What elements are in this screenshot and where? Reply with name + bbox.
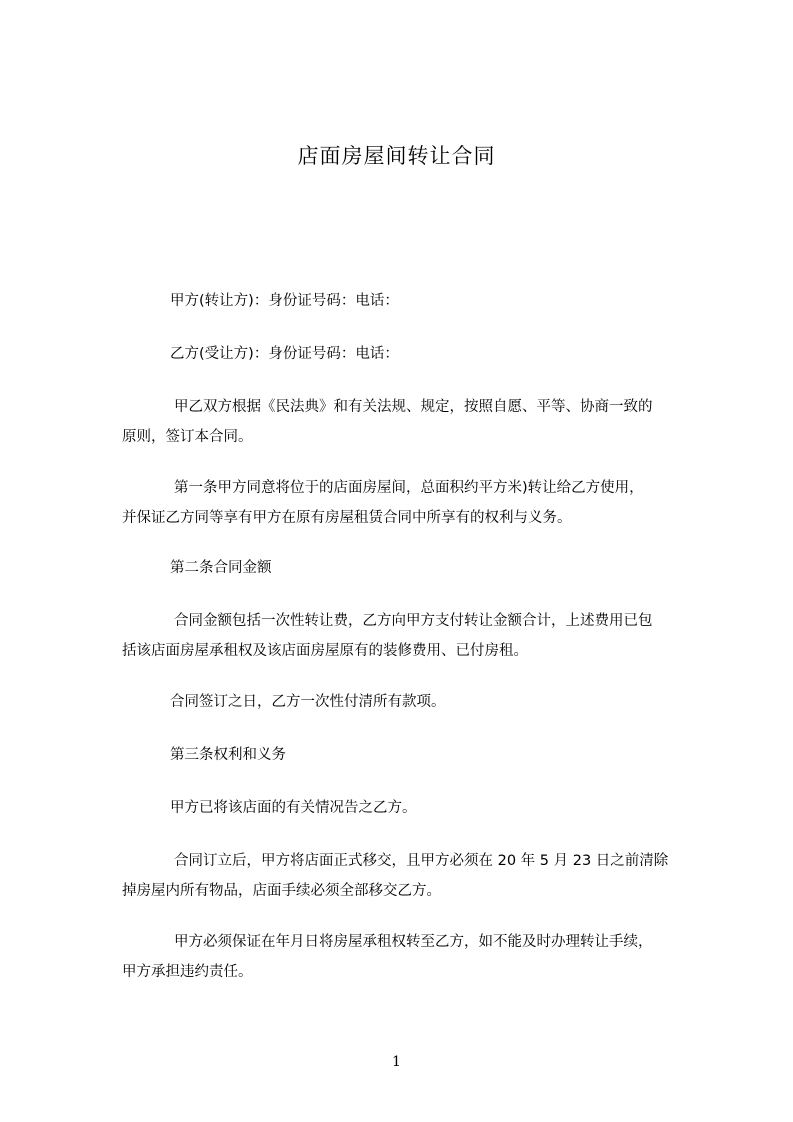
party-b-line <box>122 339 760 369</box>
lease-transfer-paragraph <box>122 927 712 987</box>
handover-paragraph <box>122 846 712 906</box>
paragraph-line: 甲方(转让方)：身份证号码：电话： <box>170 293 399 309</box>
paragraph-line: 甲方必须保证在年月日将房屋承租权转至乙方，如不能及时办理转让手续， <box>174 934 653 950</box>
preamble-paragraph <box>122 392 712 452</box>
paragraph-line: 第二条合同金额 <box>170 560 272 576</box>
paragraph-line: 掉房屋内所有物品，店面手续必须全部移交乙方。 <box>122 883 441 899</box>
paragraph-line: 甲乙双方根据《民法典》和有关法规、规定，按照自愿、平等、协商一致的 <box>174 399 653 415</box>
article-3-heading <box>122 740 760 770</box>
paragraph-line: 第一条甲方同意将位于的店面房屋间，总面积约平方米)转让给乙方使用， <box>174 480 644 496</box>
article-1-paragraph <box>122 473 712 533</box>
paragraph-line: 合同金额包括一次性转让费，乙方向甲方支付转让金额合计，上述费用已包 <box>174 613 653 629</box>
contract-amount-paragraph <box>122 606 712 666</box>
paragraph-line: 并保证乙方同等享有甲方在原有房屋租赁合同中所享有的权利与义务。 <box>122 510 572 526</box>
payment-paragraph <box>122 687 760 717</box>
paragraph-line: 甲方承担违约责任。 <box>122 964 253 980</box>
paragraph-line: 第三条权利和义务 <box>170 747 286 763</box>
paragraph-line: 合同签订之日，乙方一次性付清所有款项。 <box>170 694 446 710</box>
page-number: 1 <box>392 1054 401 1070</box>
article-2-heading <box>122 553 760 583</box>
paragraph-line: 原则，签订本合同。 <box>122 429 253 445</box>
party-a-line <box>122 286 760 316</box>
document-title: 店面房屋间转让合同 <box>297 144 496 168</box>
disclosure-paragraph <box>122 793 760 823</box>
paragraph-line: 乙方(受让方)：身份证号码：电话： <box>170 346 399 362</box>
paragraph-line: 合同订立后，甲方将店面正式移交，且甲方必须在 20 年 5 月 23 日之前清除 <box>174 853 669 869</box>
paragraph-line: 甲方已将该店面的有关情况告之乙方。 <box>170 800 417 816</box>
paragraph-line: 括该店面房屋承租权及该店面房屋原有的装修费用、已付房租。 <box>122 643 528 659</box>
